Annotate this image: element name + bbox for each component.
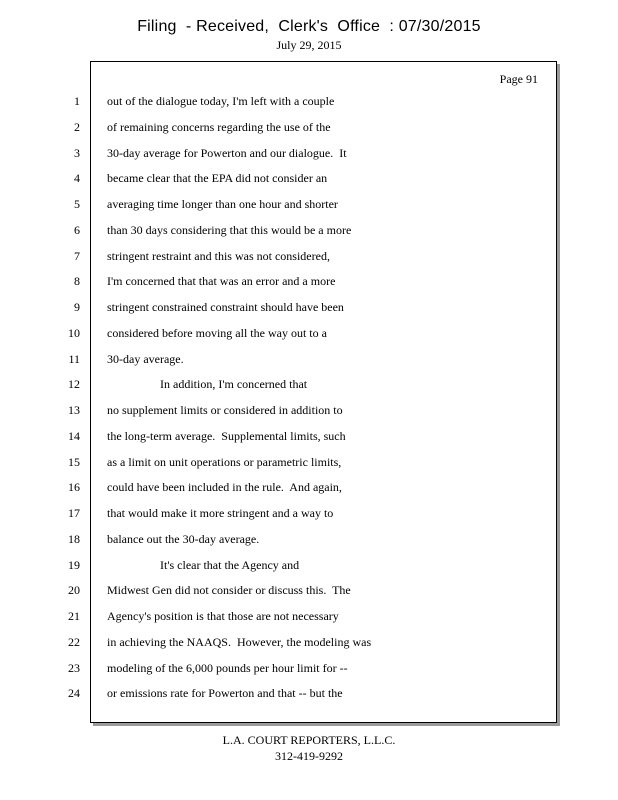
transcript-line	[0, 146, 618, 172]
line-number: 11	[68, 351, 80, 366]
line-text: Agency's position is that those are not necessary	[107, 609, 339, 624]
line-number: 6	[74, 222, 80, 237]
transcript-line	[0, 171, 618, 197]
transcript-line	[0, 223, 618, 249]
line-number: 22	[68, 634, 80, 649]
line-number: 16	[68, 480, 80, 495]
transcript-line	[0, 377, 618, 403]
line-number: 1	[74, 94, 80, 108]
transcript-line	[0, 429, 618, 455]
line-number: 5	[74, 197, 80, 212]
line-number: 15	[68, 454, 80, 469]
court-reporter-phone: 312-419-9292	[275, 749, 343, 763]
line-text: no supplement limits or considered in addition to	[107, 403, 343, 418]
transcript-line	[0, 686, 618, 712]
transcript-line	[0, 609, 618, 635]
line-number: 4	[74, 171, 80, 186]
line-text: as a limit on unit operations or parametric limits,	[107, 454, 342, 469]
line-number: 2	[74, 119, 80, 134]
line-text: out of the dialogue today, I'm left with a couple	[107, 94, 335, 108]
transcript-line	[0, 94, 618, 120]
transcript-line	[0, 326, 618, 352]
line-number: 18	[68, 531, 80, 546]
line-text: 30-day average for Powerton and our dialogue. It	[107, 145, 347, 160]
transcript-line	[0, 274, 618, 300]
transcript-line	[0, 300, 618, 326]
line-number: 9	[74, 300, 80, 315]
line-text: stringent restraint and this was not considered,	[107, 248, 330, 263]
transcript-line	[0, 661, 618, 687]
line-text: that would make it more stringent and a way to	[107, 506, 334, 521]
line-number: 24	[68, 686, 80, 701]
line-text: averaging time longer than one hour and shorter	[107, 197, 338, 212]
line-number: 12	[68, 377, 80, 392]
line-text: the long-term average. Supplemental limits, such	[107, 428, 346, 443]
line-text: balance out the 30-day average.	[107, 531, 260, 546]
line-number: 8	[74, 274, 80, 289]
line-text: of remaining concerns regarding the use of the	[107, 119, 331, 134]
transcript-line	[0, 249, 618, 275]
line-text: stringent constrained constraint should have been	[107, 300, 344, 315]
line-text: considered before moving all the way out to a	[107, 325, 327, 340]
line-text: or emissions rate for Powerton and that -- but the	[107, 686, 343, 701]
transcript-date: July 29, 2015	[276, 38, 342, 52]
transcript-line	[0, 455, 618, 481]
line-text: than 30 days considering that this would be a more	[107, 222, 352, 237]
line-number: 21	[68, 609, 80, 624]
line-number: 23	[68, 660, 80, 675]
line-text: modeling of the 6,000 pounds per hour limit for --	[107, 660, 348, 675]
line-number: 14	[68, 428, 80, 443]
transcript-line	[0, 506, 618, 532]
line-number: 3	[74, 145, 80, 160]
page-number: Page 91	[499, 72, 538, 86]
transcript-line	[0, 583, 618, 609]
line-number: 7	[74, 248, 80, 263]
transcript-line	[0, 532, 618, 558]
line-number: 10	[68, 325, 80, 340]
line-text: 30-day average.	[107, 351, 184, 366]
line-text: became clear that the EPA did not consider an	[107, 171, 328, 186]
transcript-line	[0, 558, 618, 584]
transcript-line	[0, 635, 618, 661]
line-text: I'm concerned that that was an error and a more	[107, 274, 336, 289]
line-text: Midwest Gen did not consider or discuss this. The	[107, 583, 351, 598]
court-reporter-name: L.A. COURT REPORTERS, L.L.C.	[222, 733, 396, 747]
line-number: 20	[68, 583, 80, 598]
line-text: In addition, I'm concerned that	[160, 377, 308, 392]
line-number: 13	[68, 403, 80, 418]
transcript-line	[0, 403, 618, 429]
transcript-line	[0, 120, 618, 146]
filing-stamp: Filing - Received, Clerk's Office : 07/30/2015	[137, 18, 481, 35]
line-number: 19	[68, 557, 80, 572]
transcript-line	[0, 197, 618, 223]
transcript-line	[0, 480, 618, 506]
line-number: 17	[68, 506, 80, 521]
line-text: could have been included in the rule. And again,	[107, 480, 342, 495]
transcript-line	[0, 352, 618, 378]
line-text: in achieving the NAAQS. However, the modeling was	[107, 634, 372, 649]
line-text: It's clear that the Agency and	[160, 557, 300, 572]
